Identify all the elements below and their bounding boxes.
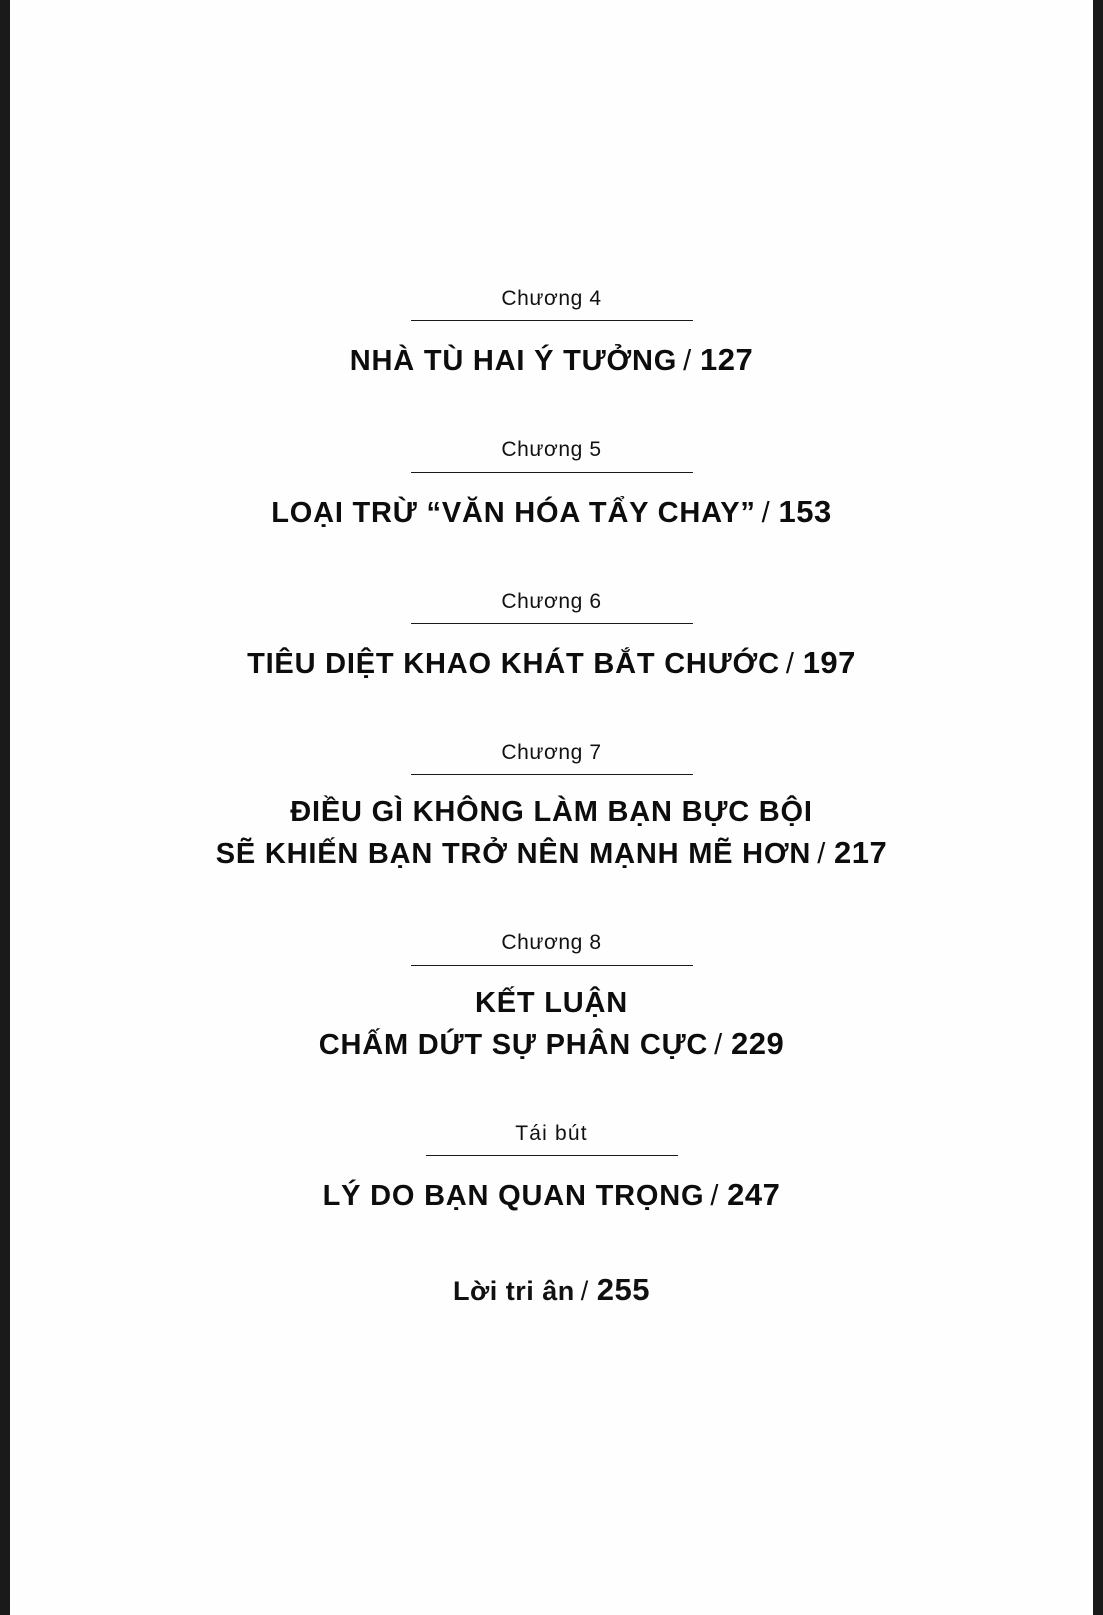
divider-rule [411,623,693,624]
toc-entry-title-line-2 [0,1023,1103,1065]
toc-entry[interactable] [0,740,1103,874]
toc-title-text: NHÀ TÙ HAI Ý TƯỞNG [349,345,678,378]
toc-entry-title [0,339,1103,381]
toc-entry-title [0,491,1103,533]
toc-title-text: TIÊU DIỆT KHAO KHÁT BẮT CHƯỚC [247,647,780,680]
divider-rule [411,320,693,321]
toc-separator: / [785,647,795,680]
toc-page-number: 127 [700,342,754,378]
toc-entry-title-line-1: ĐIỀU GÌ KHÔNG LÀM BẠN BỰC BỘI [290,796,813,829]
chapter-label: Chương 7 [501,740,602,764]
chapter-label: Chương 4 [501,287,602,310]
toc-page-number: 255 [596,1272,650,1308]
chapter-label: Chương 8 [501,931,602,955]
toc-separator: / [761,496,771,529]
toc-page-number: 229 [731,1025,785,1061]
toc-entry[interactable] [0,930,1103,1064]
toc-separator: / [683,345,693,378]
toc-entry-title-line-2 [0,832,1103,874]
toc-page-number: 197 [802,644,856,680]
toc-page-number: 247 [727,1177,781,1213]
divider-rule [411,472,693,473]
toc-entry-title-line-1: KẾT LUẬN [475,986,628,1019]
toc-entry-title [0,1174,1103,1216]
toc-title-text: LÝ DO BẠN QUAN TRỌNG [322,1180,705,1213]
divider-rule [411,965,693,966]
toc-entry[interactable] [0,589,1103,684]
divider-rule [411,774,693,775]
toc-separator: / [580,1276,589,1307]
toc-separator: / [817,838,827,871]
toc-title-text: Lời tri ân [453,1276,575,1307]
toc-separator: / [710,1180,720,1213]
toc-entry-postscript[interactable] [0,1121,1103,1216]
toc-entry-acknowledgements[interactable] [0,1272,1103,1308]
toc-entry[interactable] [0,286,1103,381]
toc-page-number: 153 [778,493,832,529]
chapter-label: Chương 5 [501,438,602,462]
toc-title-text: LOẠI TRỪ “VĂN HÓA TẨY CHAY” [271,496,756,529]
toc-title-text: CHẤM DỨT SỰ PHÂN CỰC [318,1028,709,1061]
toc-separator: / [714,1028,724,1061]
toc-entry-title [0,642,1103,684]
toc-title-text: SẼ KHIẾN BẠN TRỞ NÊN MẠNH MẼ HƠN [215,838,812,871]
divider-rule [426,1155,678,1156]
chapter-label: Tái bút [515,1121,588,1145]
toc-entry[interactable] [0,437,1103,532]
toc-page-number: 217 [834,835,888,871]
chapter-label: Chương 6 [501,589,602,613]
